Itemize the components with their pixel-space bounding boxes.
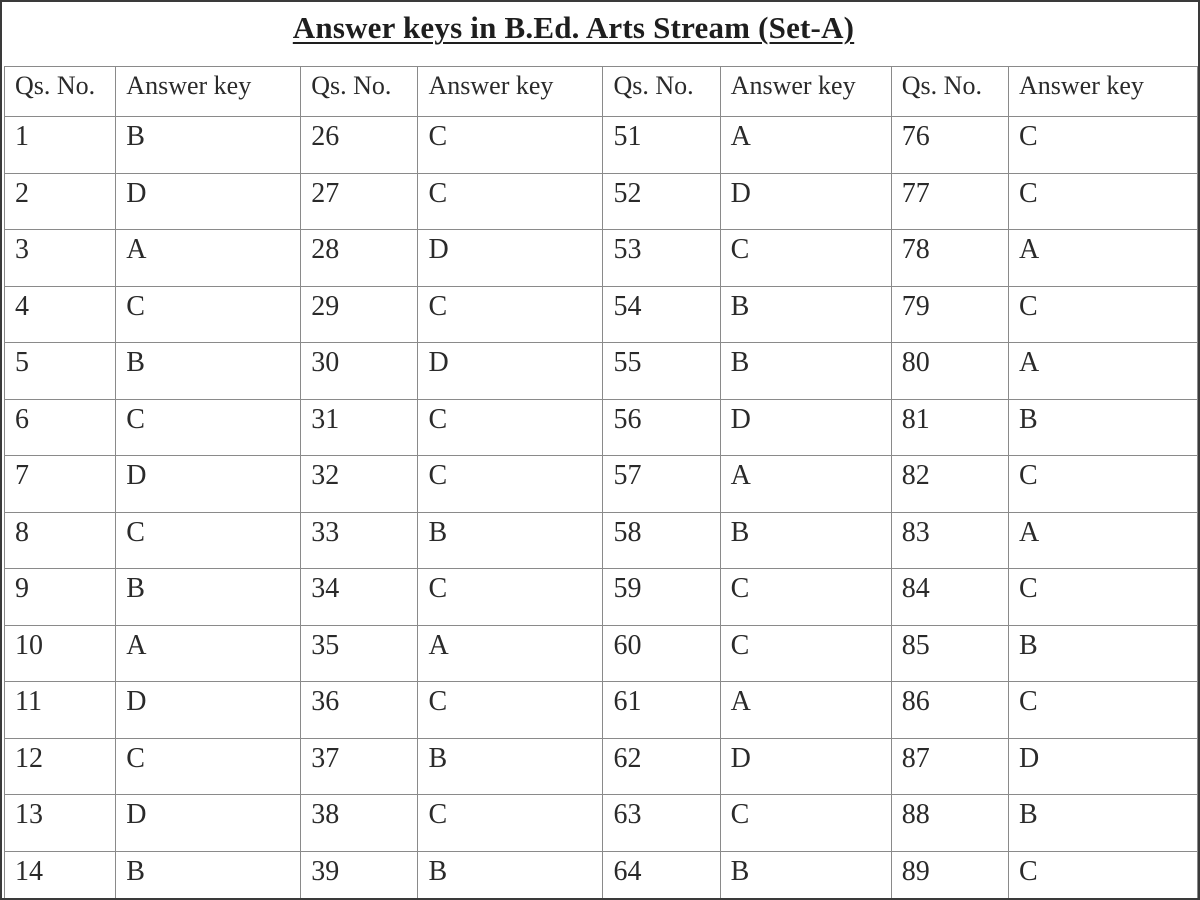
- table-row: [5, 569, 1198, 626]
- cell-answer-key-3: A: [720, 456, 891, 513]
- cell-answer-key-2: B: [418, 512, 603, 569]
- table-row: [5, 286, 1198, 343]
- cell-answer-key-4: C: [1009, 682, 1198, 739]
- cell-answer-key-1: A: [116, 230, 301, 287]
- cell-question-number-1: 1: [5, 117, 116, 174]
- cell-answer-key-3: D: [720, 738, 891, 795]
- cell-answer-key-2: C: [418, 569, 603, 626]
- cell-answer-key-3: D: [720, 173, 891, 230]
- table-header-row: [5, 67, 1198, 117]
- cell-answer-key-1: C: [116, 399, 301, 456]
- cell-question-number-3: 63: [603, 795, 720, 852]
- cell-question-number-2: 30: [301, 343, 418, 400]
- table-row: [5, 173, 1198, 230]
- cell-answer-key-2: C: [418, 173, 603, 230]
- cell-question-number-2: 32: [301, 456, 418, 513]
- cell-question-number-2: 37: [301, 738, 418, 795]
- cell-question-number-2: 29: [301, 286, 418, 343]
- cell-question-number-4: 83: [891, 512, 1008, 569]
- cell-answer-key-4: C: [1009, 117, 1198, 174]
- cell-question-number-2: 27: [301, 173, 418, 230]
- cell-question-number-2: 31: [301, 399, 418, 456]
- cell-question-number-4: 82: [891, 456, 1008, 513]
- cell-answer-key-1: B: [116, 117, 301, 174]
- cell-answer-key-2: D: [418, 343, 603, 400]
- cell-question-number-3: 56: [603, 399, 720, 456]
- cell-answer-key-4: A: [1009, 343, 1198, 400]
- cell-question-number-4: 86: [891, 682, 1008, 739]
- cell-question-number-1: 10: [5, 625, 116, 682]
- cell-answer-key-4: C: [1009, 569, 1198, 626]
- document-title-text: Answer keys in B.Ed. Arts Stream (Set-A): [292, 10, 855, 45]
- cell-question-number-4: 87: [891, 738, 1008, 795]
- cell-answer-key-1: D: [116, 456, 301, 513]
- cell-question-number-4: 78: [891, 230, 1008, 287]
- cell-question-number-4: 89: [891, 851, 1008, 900]
- cell-answer-key-1: C: [116, 286, 301, 343]
- cell-answer-key-2: C: [418, 399, 603, 456]
- cell-question-number-4: 88: [891, 795, 1008, 852]
- answer-key-table: [4, 66, 1198, 900]
- cell-answer-key-1: B: [116, 851, 301, 900]
- cell-question-number-3: 58: [603, 512, 720, 569]
- cell-question-number-3: 53: [603, 230, 720, 287]
- cell-question-number-3: 52: [603, 173, 720, 230]
- cell-question-number-4: 77: [891, 173, 1008, 230]
- header-answer-key-3: Answer key: [720, 67, 891, 117]
- header-question-number-2: Qs. No.: [301, 67, 418, 117]
- cell-question-number-3: 64: [603, 851, 720, 900]
- header-question-number-3: Qs. No.: [603, 67, 720, 117]
- table-row: [5, 738, 1198, 795]
- cell-answer-key-3: C: [720, 625, 891, 682]
- cell-question-number-2: 28: [301, 230, 418, 287]
- cell-answer-key-1: B: [116, 569, 301, 626]
- cell-question-number-2: 36: [301, 682, 418, 739]
- cell-question-number-3: 60: [603, 625, 720, 682]
- cell-question-number-3: 54: [603, 286, 720, 343]
- cell-question-number-1: 6: [5, 399, 116, 456]
- table-row: [5, 230, 1198, 287]
- cell-answer-key-4: B: [1009, 399, 1198, 456]
- cell-answer-key-3: A: [720, 682, 891, 739]
- cell-question-number-3: 62: [603, 738, 720, 795]
- cell-answer-key-4: C: [1009, 286, 1198, 343]
- cell-question-number-1: 9: [5, 569, 116, 626]
- cell-answer-key-4: D: [1009, 738, 1198, 795]
- header-answer-key-4: Answer key: [1009, 67, 1198, 117]
- cell-answer-key-2: B: [418, 851, 603, 900]
- table-row: [5, 343, 1198, 400]
- cell-answer-key-4: C: [1009, 456, 1198, 513]
- cell-answer-key-2: D: [418, 230, 603, 287]
- cell-question-number-2: 26: [301, 117, 418, 174]
- cell-answer-key-4: A: [1009, 512, 1198, 569]
- cell-question-number-1: 14: [5, 851, 116, 900]
- cell-question-number-3: 61: [603, 682, 720, 739]
- cell-question-number-4: 80: [891, 343, 1008, 400]
- cell-question-number-3: 57: [603, 456, 720, 513]
- cell-answer-key-1: D: [116, 795, 301, 852]
- cell-answer-key-3: B: [720, 851, 891, 900]
- cell-answer-key-3: C: [720, 230, 891, 287]
- table-row: [5, 625, 1198, 682]
- cell-question-number-2: 33: [301, 512, 418, 569]
- cell-answer-key-3: D: [720, 399, 891, 456]
- cell-question-number-1: 11: [5, 682, 116, 739]
- cell-question-number-1: 2: [5, 173, 116, 230]
- cell-question-number-4: 84: [891, 569, 1008, 626]
- cell-question-number-4: 85: [891, 625, 1008, 682]
- cell-answer-key-2: A: [418, 625, 603, 682]
- cell-question-number-2: 34: [301, 569, 418, 626]
- cell-question-number-2: 38: [301, 795, 418, 852]
- table-row: [5, 399, 1198, 456]
- cell-question-number-2: 35: [301, 625, 418, 682]
- table-row: [5, 851, 1198, 900]
- cell-answer-key-4: C: [1009, 173, 1198, 230]
- cell-answer-key-2: C: [418, 456, 603, 513]
- cell-answer-key-3: A: [720, 117, 891, 174]
- header-question-number-4: Qs. No.: [891, 67, 1008, 117]
- table-row: [5, 456, 1198, 513]
- cell-answer-key-1: D: [116, 682, 301, 739]
- cell-answer-key-3: B: [720, 286, 891, 343]
- cell-answer-key-3: C: [720, 569, 891, 626]
- cell-question-number-3: 55: [603, 343, 720, 400]
- table-row: [5, 512, 1198, 569]
- cell-answer-key-3: C: [720, 795, 891, 852]
- cell-question-number-1: 8: [5, 512, 116, 569]
- cell-answer-key-1: C: [116, 512, 301, 569]
- cell-question-number-1: 3: [5, 230, 116, 287]
- cell-answer-key-4: C: [1009, 851, 1198, 900]
- header-answer-key-2: Answer key: [418, 67, 603, 117]
- cell-answer-key-4: A: [1009, 230, 1198, 287]
- cell-question-number-1: 13: [5, 795, 116, 852]
- header-answer-key-1: Answer key: [116, 67, 301, 117]
- header-question-number-1: Qs. No.: [5, 67, 116, 117]
- cell-answer-key-2: C: [418, 117, 603, 174]
- document-title: [2, 10, 1145, 46]
- cell-answer-key-3: B: [720, 343, 891, 400]
- cell-answer-key-1: A: [116, 625, 301, 682]
- table-row: [5, 117, 1198, 174]
- cell-question-number-4: 79: [891, 286, 1008, 343]
- cell-answer-key-3: B: [720, 512, 891, 569]
- cell-question-number-4: 76: [891, 117, 1008, 174]
- cell-question-number-1: 4: [5, 286, 116, 343]
- cell-question-number-3: 51: [603, 117, 720, 174]
- answer-key-table-body: [5, 117, 1198, 900]
- cell-question-number-2: 39: [301, 851, 418, 900]
- cell-answer-key-1: D: [116, 173, 301, 230]
- cell-question-number-1: 5: [5, 343, 116, 400]
- table-row: [5, 682, 1198, 739]
- cell-question-number-1: 12: [5, 738, 116, 795]
- cell-answer-key-4: B: [1009, 795, 1198, 852]
- cell-answer-key-2: C: [418, 286, 603, 343]
- cell-question-number-4: 81: [891, 399, 1008, 456]
- cell-answer-key-2: C: [418, 682, 603, 739]
- cell-answer-key-2: B: [418, 738, 603, 795]
- cell-answer-key-4: B: [1009, 625, 1198, 682]
- cell-question-number-1: 7: [5, 456, 116, 513]
- cell-answer-key-1: C: [116, 738, 301, 795]
- cell-answer-key-1: B: [116, 343, 301, 400]
- table-row: [5, 795, 1198, 852]
- cell-question-number-3: 59: [603, 569, 720, 626]
- cell-answer-key-2: C: [418, 795, 603, 852]
